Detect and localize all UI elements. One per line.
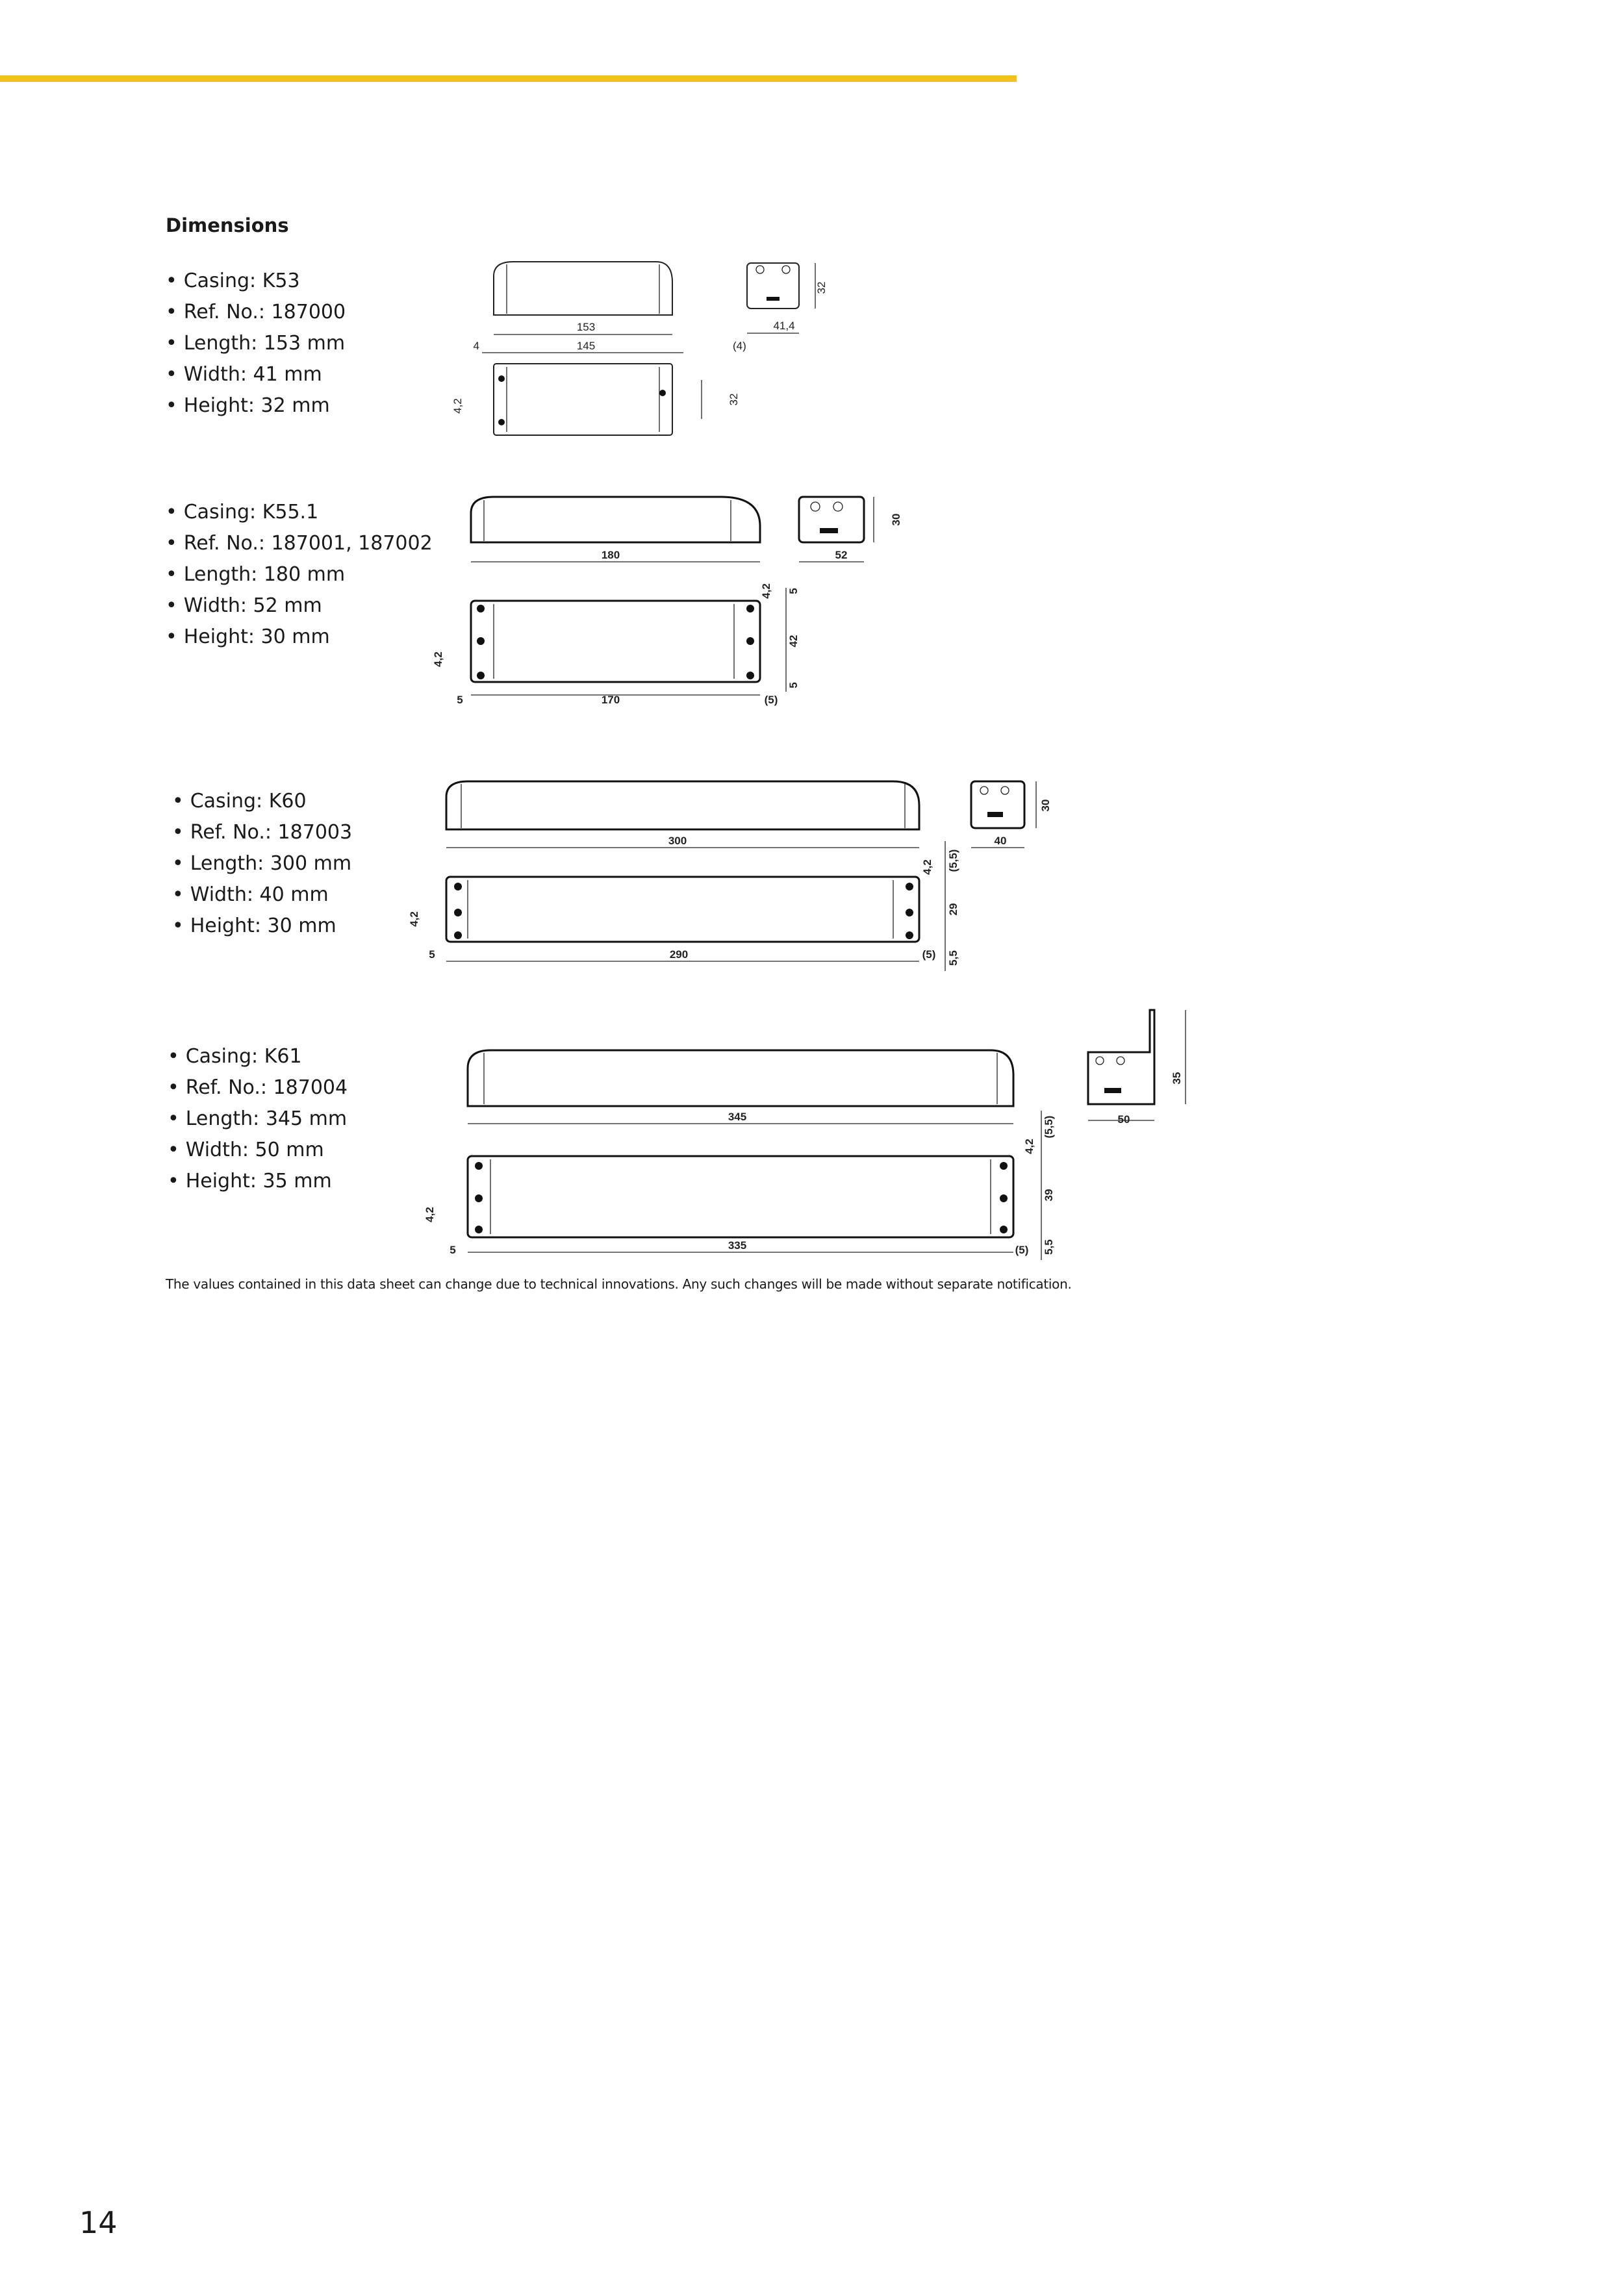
dim-right-offset: (4) [733,340,746,352]
dim-edge-bottom: 5 [787,682,800,688]
spec-item: • Casing: K55.1 [166,497,433,528]
spec-list-k60 [172,786,352,942]
page-number: 14 [79,2205,118,2240]
spec-item: • Ref. No.: 187001, 187002 [166,528,433,559]
drawing-k61 [419,1003,1199,1263]
spec-item: • Length: 180 mm [166,559,433,590]
dim-width: 41,4 [773,320,795,332]
spec-item: • Ref. No.: 187000 [166,297,346,328]
dim-hole-left: 4,2 [424,1207,436,1222]
dim-left-offset: 5 [457,694,463,706]
spec-item: • Length: 153 mm [166,328,346,359]
spec-item: • Length: 345 mm [168,1104,348,1135]
dim-length: 345 [728,1111,747,1123]
spec-item: • Width: 50 mm [168,1135,348,1166]
spec-item: • Ref. No.: 187004 [168,1072,348,1104]
header-accent-bar [0,75,1017,82]
casing-end-view [799,497,864,542]
spec-item: • Length: 300 mm [172,848,352,879]
dim-edge-bottom: 5,5 [947,950,959,966]
dim-base-height: 32 [728,393,740,406]
dim-hole-spacing: 39 [1043,1189,1055,1202]
dim-hole-spacing: 42 [787,635,800,648]
dim-length: 300 [668,835,687,847]
dim-edge-bottom: 5,5 [1043,1239,1055,1255]
dim-inner-length: 145 [576,340,596,352]
spec-item: • Casing: K61 [168,1041,348,1072]
drawing-k60 [406,776,1088,978]
dim-length: 180 [601,549,620,561]
casing-side-view [446,781,919,829]
section-title: Dimensions [166,214,289,236]
dim-length: 153 [576,321,596,333]
dim-edge-top: (5,5) [947,849,959,872]
spec-item: • Height: 30 mm [166,622,433,653]
dimension-drawing-k55-1 [422,490,942,705]
casing-side-view [494,262,672,315]
dim-width: 52 [835,549,848,561]
dim-inner-length: 335 [728,1239,747,1252]
dim-right-offset: (5) [1015,1244,1029,1256]
dim-right-offset: (5) [922,948,936,961]
spec-list-k55-1 [166,497,433,653]
dim-inner-length: 290 [669,948,689,961]
dim-hole: 4,2 [921,859,933,875]
casing-end-view [971,781,1024,828]
dim-left-offset: 4 [473,340,479,352]
dim-hole-left: 4,2 [408,911,420,927]
dim-height: 30 [890,513,902,526]
spec-list-k61 [168,1041,348,1197]
dim-height: 35 [1171,1072,1183,1085]
dimension-drawing-k60 [406,776,1088,978]
spec-item: • Height: 35 mm [168,1166,348,1197]
dim-height: 32 [815,281,828,294]
casing-top-view [468,1156,1013,1237]
spec-item: • Width: 40 mm [172,879,352,911]
dimension-drawing-k53 [442,257,857,445]
dim-hole: 4,2 [451,398,464,414]
dim-hole-spacing: 29 [947,903,959,916]
dim-left-offset: 5 [450,1244,456,1256]
dim-hole: 4,2 [1023,1139,1035,1154]
spec-item: • Width: 41 mm [166,359,346,390]
casing-side-view [468,1050,1013,1106]
footnote: The values contained in this data sheet can change due to technical innovations. Any such changes will be made without separate notification. [166,1276,1072,1292]
casing-top-view [446,877,919,942]
spec-item: • Ref. No.: 187003 [172,817,352,848]
dim-right-offset: (5) [764,694,778,706]
casing-side-view [471,497,760,542]
dim-edge-top: 5 [787,588,800,594]
casing-top-view [471,601,760,682]
dimension-drawing-k61 [419,1003,1199,1263]
dim-hole-left: 4,2 [432,651,444,667]
dim-left-offset: 5 [429,948,435,961]
drawing-k53 [442,257,857,445]
spec-item: • Width: 52 mm [166,590,433,622]
dim-edge-top: (5,5) [1043,1115,1055,1139]
spec-list-k53 [166,266,346,422]
dim-width: 50 [1117,1113,1130,1126]
casing-end-view [747,263,799,309]
spec-item: • Height: 32 mm [166,390,346,422]
spec-item: • Height: 30 mm [172,911,352,942]
dim-height: 30 [1039,799,1052,812]
spec-item: • Casing: K60 [172,786,352,817]
dim-inner-length: 170 [601,694,620,706]
dim-hole: 4,2 [760,583,772,599]
drawing-k55-1 [422,490,942,705]
dim-width: 40 [994,835,1007,847]
casing-top-view [494,364,672,435]
spec-item: • Casing: K53 [166,266,346,297]
